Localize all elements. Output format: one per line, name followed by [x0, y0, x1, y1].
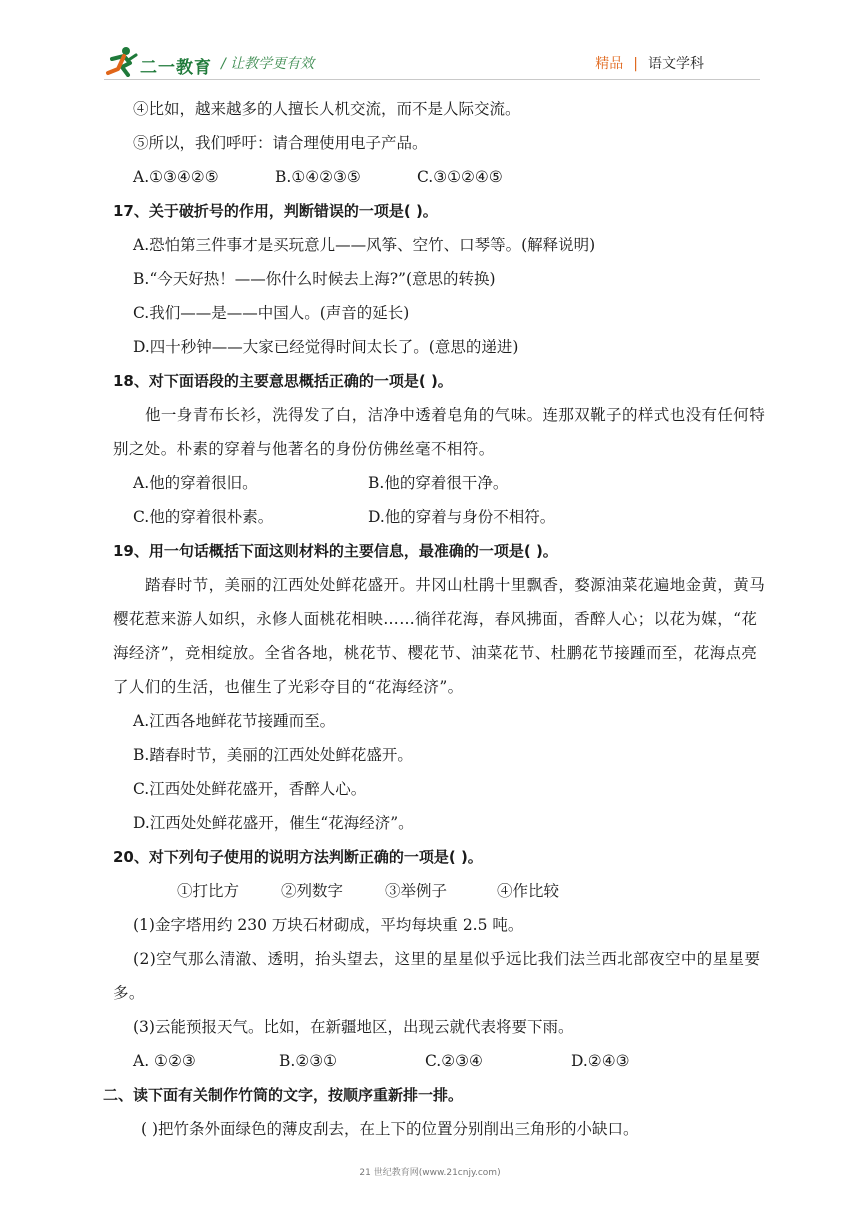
slogan: / 让教学更有效: [221, 56, 315, 72]
document-body: [103, 92, 773, 1146]
q17-option-d: D.四十秒钟——大家已经觉得时间太长了。(意思的递进): [133, 338, 519, 356]
q20-option-c: C.②③④: [425, 1052, 483, 1070]
q20-option-b: B.②③①: [279, 1052, 338, 1070]
q20-options: [113, 1044, 773, 1078]
q20-method-1: ①打比方: [177, 882, 240, 900]
q16-options: [113, 160, 773, 194]
q20-method-3: ③举例子: [385, 882, 448, 900]
subject-label: 语文学科: [648, 56, 704, 72]
logo-text: 二一教育: [140, 58, 212, 78]
page-header: [0, 0, 860, 90]
q18-option-c: C.他的穿着很朴素。: [133, 508, 274, 526]
section-2-item: ( )把竹条外面绿色的薄皮刮去，在上下的位置分别削出三角形的小缺口。: [141, 1120, 639, 1138]
q18-options-row1: [113, 466, 773, 500]
q18-option-b: B.他的穿着很干净。: [368, 474, 509, 492]
q18-option-a: A.他的穿着很旧。: [133, 474, 258, 492]
q19-option-b: B.踏春时节，美丽的江西处处鲜花盛开。: [133, 746, 413, 764]
q18-option-d: D.他的穿着与身份不相符。: [368, 508, 556, 526]
header-right: [595, 53, 704, 73]
q17-option-c: C.我们——是——中国人。(声音的延长): [133, 304, 410, 322]
q16-option-a: A.①③④②⑤: [133, 168, 219, 186]
q20-sentence-3: (3)云能预报天气。比如，在新疆地区，出现云就代表将要下雨。: [133, 1018, 574, 1036]
q16-option-c: C.③①②④⑤: [417, 168, 503, 186]
q19-option-d: D.江西处处鲜花盛开，催生“花海经济”。: [133, 814, 414, 832]
q20-question: 20、对下列句子使用的说明方法判断正确的一项是( )。: [113, 848, 483, 866]
q20-method-2: ②列数字: [281, 882, 344, 900]
section-2-heading: 二、读下面有关制作竹筒的文字，按顺序重新排一排。: [103, 1086, 464, 1104]
premium-tag: 精品: [595, 56, 624, 72]
header-separator: |: [633, 56, 638, 72]
q19-option-c: C.江西处处鲜花盛开，香醉人心。: [133, 780, 367, 798]
q20-method-4: ④作比较: [497, 882, 560, 900]
q17-option-b: B.“今天好热！——你什么时候去上海?”(意思的转换): [133, 270, 496, 288]
q20-methods: [113, 874, 773, 908]
page-footer: 21 世纪教育网(www.21cnjy.com): [359, 1168, 501, 1178]
q18-options-row2: [113, 500, 773, 534]
sentence-4: ④比如，越来越多的人擅长人机交流，而不是人际交流。: [133, 100, 521, 118]
q19-question: 19、用一句话概括下面这则材料的主要信息，最准确的一项是( )。: [113, 542, 558, 560]
q17-option-a: A.恐怕第三件事才是买玩意儿——风筝、空竹、口琴等。(解释说明): [133, 236, 596, 254]
q16-option-b: B.①④②③⑤: [275, 168, 361, 186]
q20-sentence-1: (1)金字塔用约 230 万块石材砌成，平均每块重 2.5 吨。: [133, 916, 524, 934]
sentence-5: ⑤所以，我们呼吁：请合理使用电子产品。: [133, 134, 428, 152]
q19-passage: 踏春时节，美丽的江西处处鲜花盛开。井冈山杜鹃十里飘香，婺源油菜花遍地金黄，黄马樱花惹来游人如织，永修人面桃花相映……徜徉花海，春风拂面，香醉人心；以花为媒，“花海经济”，竞相绽放。全省各地，桃花节、樱花节、油菜花节、杜鹏花节接踵而至，花海点亮了人们的生活，也催生了光彩夺目的“花海经济”。: [113, 576, 766, 696]
q20-option-a: A. ①②③: [133, 1052, 196, 1070]
q20-option-d: D.②④③: [571, 1052, 630, 1070]
q17-question: 17、关于破折号的作用，判断错误的一项是( )。: [113, 202, 438, 220]
q18-question: 18、对下面语段的主要意思概括正确的一项是( )。: [113, 372, 453, 390]
header-divider: [104, 79, 760, 80]
q18-passage: 他一身青布长衫，洗得发了白，洁净中透着皂角的气味。连那双靴子的样式也没有任何特别之处。朴素的穿着与他著名的身份仿佛丝毫不相符。: [113, 406, 766, 458]
runner-logo-icon: [104, 45, 138, 77]
q20-sentence-2: (2)空气那么清澈、透明，抬头望去，这里的星星似乎远比我们法兰西北部夜空中的星星要多。: [113, 950, 761, 1002]
q19-option-a: A.江西各地鲜花节接踵而至。: [133, 712, 336, 730]
